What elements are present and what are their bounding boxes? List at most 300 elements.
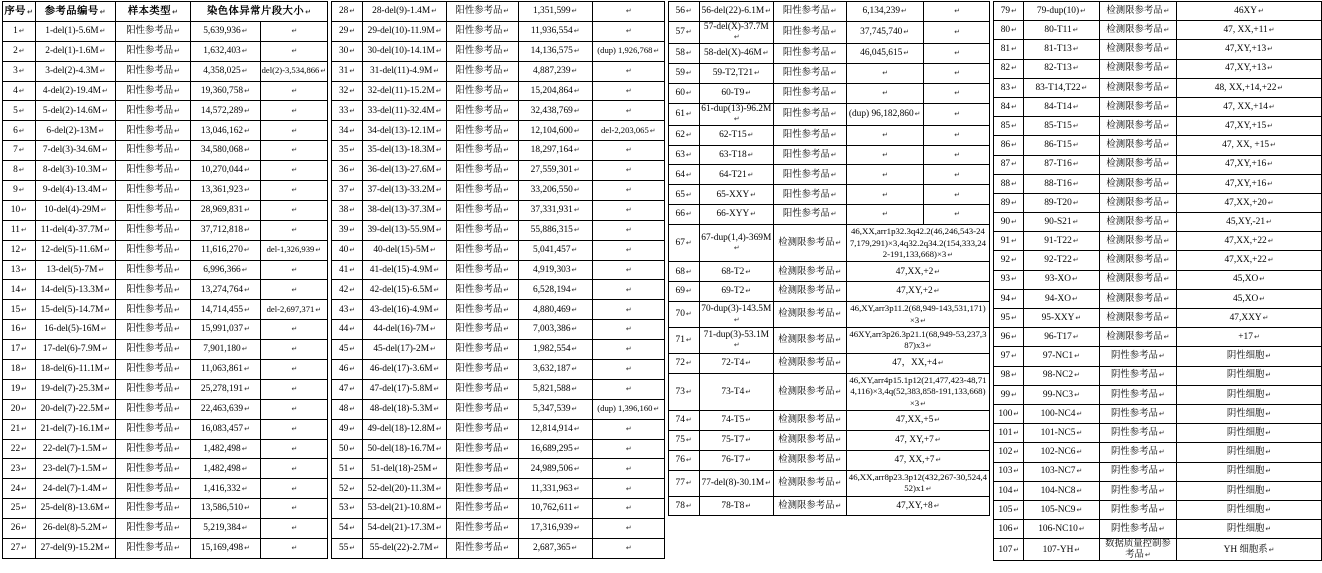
line-break-mark: ↵ (685, 310, 692, 319)
line-break-mark: ↵ (1074, 545, 1081, 554)
line-break-mark: ↵ (1163, 256, 1170, 265)
line-break-mark: ↵ (830, 150, 837, 159)
line-break-mark: ↵ (503, 305, 510, 314)
line-break-mark: ↵ (1268, 26, 1275, 35)
line-break-mark: ↵ (573, 225, 580, 234)
table-row (994, 193, 1322, 212)
table-row (668, 185, 990, 205)
cell-size-primary: 47, XX,+11↵ (1177, 21, 1322, 40)
line-break-mark: ↵ (349, 285, 356, 294)
line-break-mark: ↵ (291, 225, 298, 234)
cell-sample-type: 阳性参考品↵ (115, 320, 190, 340)
cell-sample-type: 阳性参考品↵ (774, 21, 846, 43)
line-break-mark: ↵ (101, 186, 108, 195)
cell-size-secondary (260, 419, 328, 439)
line-break-mark: ↵ (1163, 64, 1170, 73)
cell-size-secondary (260, 539, 328, 559)
table-row (668, 21, 990, 43)
cell-sample-id: 65-XXY↵ (699, 185, 773, 205)
table-row (994, 117, 1322, 136)
cell-sample-id: 100-NC4↵ (1024, 404, 1099, 423)
cell-size-primary: 15,169,498↵ (191, 539, 260, 559)
cell-size-primary: 55,886,315↵ (518, 220, 592, 240)
line-break-mark: ↵ (1013, 448, 1020, 457)
cell-size-secondary (592, 260, 664, 280)
line-break-mark: ↵ (625, 66, 632, 75)
cell-index: 69↵ (668, 282, 699, 302)
cell-size-secondary (592, 240, 664, 260)
cell-size-secondary (923, 63, 990, 83)
table-row (994, 251, 1322, 270)
cell-size-primary: 19,360,758↵ (191, 81, 260, 101)
line-break-mark: ↵ (435, 86, 442, 95)
line-break-mark: ↵ (503, 166, 510, 175)
cell-size-primary: 11,331,963↵ (518, 479, 592, 499)
line-break-mark: ↵ (174, 345, 180, 354)
cell-size-secondary (260, 141, 328, 161)
table-row (994, 366, 1322, 385)
cell-index: 83↵ (994, 78, 1024, 97)
line-break-mark: ↵ (573, 484, 580, 493)
table-row (668, 282, 990, 302)
cell-size-primary: 48, XX,+14,+22↵ (1177, 78, 1322, 97)
line-break-mark: ↵ (1267, 237, 1274, 246)
line-break-mark: ↵ (685, 7, 692, 16)
line-break-mark: ↵ (241, 524, 248, 533)
table-row (3, 379, 328, 399)
line-break-mark: ↵ (685, 28, 692, 37)
line-break-mark: ↵ (934, 416, 941, 425)
cell-size-secondary (592, 61, 664, 81)
cell-size-secondary (592, 21, 664, 41)
line-break-mark: ↵ (99, 27, 106, 36)
cell-sample-type: 阳性参考品↵ (447, 21, 518, 41)
line-break-mark: ↵ (435, 106, 442, 115)
line-break-mark: ↵ (349, 524, 356, 533)
line-break-mark: ↵ (174, 464, 180, 473)
cell-size-primary: 7,003,386↵ (518, 320, 592, 340)
line-break-mark: ↵ (101, 146, 108, 155)
line-break-mark: ↵ (830, 130, 837, 139)
cell-size-primary: 47,XX,+5↵ (846, 411, 990, 431)
line-break-mark: ↵ (291, 424, 298, 433)
line-break-mark: ↵ (174, 404, 180, 413)
cell-sample-type: 阳性参考品↵ (115, 479, 190, 499)
line-break-mark: ↵ (625, 265, 632, 274)
cell-size-secondary (260, 379, 328, 399)
cell-sample-id: 107-YH↵ (1024, 539, 1099, 561)
cell-index: 74↵ (668, 411, 699, 431)
cell-index: 72↵ (668, 353, 699, 373)
line-break-mark: ↵ (835, 416, 842, 425)
cell-sample-id: 70-dup(3)-143.5M↵ (699, 302, 773, 328)
cell-index: 52↵ (332, 479, 363, 499)
cell-sample-type: 阳性参考品↵ (447, 181, 518, 201)
line-break-mark: ↵ (625, 325, 632, 334)
cell-sample-id: 24-del(7)-1.4M↵ (35, 479, 115, 499)
cell-sample-type: 阴性参考品↵ (1099, 443, 1176, 462)
cell-sample-id: 80-T11↵ (1024, 21, 1099, 40)
line-break-mark: ↵ (1013, 505, 1020, 514)
reference-table-1-body (3, 2, 328, 559)
cell-sample-id: 87-T16↵ (1024, 155, 1099, 174)
cell-index: 23↵ (3, 459, 36, 479)
cell-index: 45↵ (332, 340, 363, 360)
line-break-mark: ↵ (21, 464, 27, 473)
line-break-mark: ↵ (1158, 505, 1165, 514)
line-break-mark: ↵ (1267, 160, 1274, 169)
cell-index: 100↵ (994, 404, 1024, 423)
line-break-mark: ↵ (1072, 141, 1079, 150)
cell-index: 44↵ (332, 320, 363, 340)
column-header-sample-id: 参考品编号↵ (35, 2, 115, 22)
line-break-mark: ↵ (291, 86, 298, 95)
cell-size-secondary (592, 379, 664, 399)
cell-size-primary: 47, XY,+7↵ (846, 430, 990, 450)
cell-size-primary: 33,206,550↵ (518, 181, 592, 201)
cell-sample-type: 阳性参考品↵ (447, 101, 518, 121)
cell-size-secondary: (dup) 1,926,768↵ (592, 41, 664, 61)
line-break-mark: ↵ (1163, 198, 1170, 207)
cell-sample-id: 98-NC2↵ (1024, 366, 1099, 385)
cell-sample-type: 阳性参考品↵ (115, 101, 190, 121)
line-break-mark: ↵ (349, 7, 356, 16)
line-break-mark: ↵ (104, 305, 111, 314)
line-break-mark: ↵ (1013, 428, 1020, 437)
cell-sample-id: 11-del(4)-37.7M↵ (35, 220, 115, 240)
line-break-mark: ↵ (625, 186, 632, 195)
cell-size-primary: 28,969,831↵ (191, 200, 260, 220)
line-break-mark: ↵ (1163, 217, 1170, 226)
cell-size-primary: 13,274,764↵ (191, 280, 260, 300)
line-break-mark: ↵ (685, 109, 692, 118)
line-break-mark: ↵ (625, 424, 632, 433)
cell-index: 89↵ (994, 193, 1024, 212)
cell-sample-type: 阳性参考品↵ (774, 103, 846, 125)
cell-sample-type: 阳性参考品↵ (447, 41, 518, 61)
line-break-mark: ↵ (1163, 83, 1170, 92)
table-row (332, 101, 665, 121)
table-row (994, 539, 1322, 561)
line-break-mark: ↵ (573, 27, 580, 36)
cell-size-primary: 15,204,864↵ (518, 81, 592, 101)
line-break-mark: ↵ (174, 285, 180, 294)
cell-sample-type: 阴性参考品↵ (1099, 424, 1176, 443)
line-break-mark: ↵ (174, 424, 180, 433)
cell-size-primary: 14,572,289↵ (191, 101, 260, 121)
cell-index: 107↵ (994, 539, 1024, 561)
cell-sample-id: 57-del(X)-37.7M↵ (699, 21, 773, 43)
line-break-mark: ↵ (1163, 294, 1170, 303)
table-row (994, 462, 1322, 481)
cell-sample-type: 数据质量控制参考品↵ (1099, 539, 1176, 561)
line-break-mark: ↵ (174, 206, 180, 215)
line-break-mark: ↵ (241, 265, 248, 274)
cell-index: 12↵ (3, 240, 36, 260)
cell-sample-type: 阴性参考品↵ (1099, 404, 1176, 423)
line-break-mark: ↵ (99, 7, 107, 16)
table-row (994, 520, 1322, 539)
line-break-mark: ↵ (433, 305, 440, 314)
cell-index: 9↵ (3, 181, 36, 201)
cell-size-secondary (592, 360, 664, 380)
cell-sample-type: 检测限参考品↵ (774, 430, 846, 450)
line-break-mark: ↵ (18, 146, 25, 155)
table-row (994, 500, 1322, 519)
cell-sample-type: 阳性参考品↵ (447, 539, 518, 559)
cell-sample-id: 45-del(17)-2M↵ (363, 340, 447, 360)
line-break-mark: ↵ (104, 544, 111, 553)
line-break-mark: ↵ (1013, 545, 1020, 554)
table-row (994, 404, 1322, 423)
cell-size-primary: 45,XY,-21↵ (1177, 213, 1322, 232)
cell-size-primary: 阴性细胞↵ (1177, 347, 1322, 366)
cell-index: 95↵ (994, 309, 1024, 328)
cell-size-primary: 阴性细胞↵ (1177, 385, 1322, 404)
line-break-mark: ↵ (765, 478, 772, 487)
line-break-mark: ↵ (745, 501, 752, 510)
line-break-mark: ↵ (685, 239, 692, 247)
cell-size-primary: 47,XY,+13↵ (1177, 40, 1322, 59)
cell-sample-type: 阳性参考品↵ (115, 499, 190, 519)
line-break-mark: ↵ (243, 365, 250, 374)
cell-sample-type: 检测限参考品↵ (1099, 309, 1176, 328)
cell-size-secondary (923, 165, 990, 185)
line-break-mark: ↵ (1267, 64, 1274, 73)
cell-size-primary: 46XY,arr3p26.3p21.1(68,949-53,237,387)x3↵ (846, 328, 990, 354)
line-break-mark: ↵ (18, 166, 25, 175)
line-break-mark: ↵ (835, 501, 842, 510)
cell-index: 10↵ (3, 200, 36, 220)
table-row (332, 200, 665, 220)
cell-size-primary: 14,714,455↵ (191, 300, 260, 320)
line-break-mark: ↵ (1011, 179, 1017, 188)
line-break-mark: ↵ (244, 86, 250, 95)
line-break-mark: ↵ (1011, 198, 1017, 207)
line-break-mark: ↵ (503, 206, 510, 215)
cell-size-primary: 4,358,025↵ (191, 61, 260, 81)
cell-size-secondary (260, 81, 328, 101)
table-row (332, 360, 665, 380)
cell-sample-id: 64-T21↵ (699, 165, 773, 185)
cell-sample-id: 5-del(2)-14.6M↵ (35, 101, 115, 121)
line-break-mark: ↵ (244, 325, 250, 334)
line-break-mark: ↵ (625, 225, 632, 234)
cell-index: 87↵ (994, 155, 1024, 174)
line-break-mark: ↵ (1011, 160, 1017, 169)
cell-size-primary: 阴性细胞↵ (1177, 520, 1322, 539)
cell-size-secondary (592, 2, 664, 22)
cell-sample-id: 34-del(13)-12.1M↵ (363, 121, 447, 141)
line-break-mark: ↵ (1011, 371, 1017, 380)
cell-sample-type: 阳性参考品↵ (447, 141, 518, 161)
line-break-mark: ↵ (685, 359, 692, 368)
line-break-mark: ↵ (1265, 428, 1272, 437)
table-row (3, 21, 328, 41)
table-row (3, 360, 328, 380)
cell-index: 32↵ (332, 81, 363, 101)
cell-size-secondary (260, 399, 328, 419)
cell-index: 40↵ (332, 240, 363, 260)
cell-size-secondary (923, 2, 990, 22)
line-break-mark: ↵ (1163, 179, 1170, 188)
line-break-mark: ↵ (320, 67, 327, 76)
line-break-mark: ↵ (349, 464, 356, 473)
cell-sample-id: 4-del(2)-19.4M↵ (35, 81, 115, 101)
cell-index: 27↵ (3, 539, 36, 559)
line-break-mark: ↵ (291, 126, 298, 135)
line-break-mark: ↵ (1158, 486, 1165, 495)
table-row (668, 328, 990, 354)
line-break-mark: ↵ (573, 86, 580, 95)
cell-sample-type: 阳性参考品↵ (447, 340, 518, 360)
line-break-mark: ↵ (349, 365, 356, 374)
cell-sample-id: 84-T14↵ (1024, 97, 1099, 116)
line-break-mark: ↵ (21, 325, 27, 334)
cell-size-primary: 37,712,818↵ (191, 220, 260, 240)
cell-size-primary: 4,919,303↵ (518, 260, 592, 280)
cell-sample-type: 阳性参考品↵ (447, 379, 518, 399)
cell-index: 99↵ (994, 385, 1024, 404)
cell-sample-type: 检测限参考品↵ (1099, 328, 1176, 347)
line-break-mark: ↵ (685, 49, 692, 58)
line-break-mark: ↵ (430, 345, 436, 354)
line-break-mark: ↵ (1074, 352, 1080, 361)
line-break-mark: ↵ (1267, 121, 1274, 130)
cell-sample-type: 阳性参考品↵ (115, 81, 190, 101)
line-break-mark: ↵ (174, 524, 180, 533)
table-row (332, 181, 665, 201)
table-row (332, 499, 665, 519)
line-break-mark: ↵ (573, 206, 580, 215)
line-break-mark: ↵ (573, 126, 580, 135)
cell-sample-type: 阴性参考品↵ (1099, 520, 1176, 539)
cell-size-secondary (592, 280, 664, 300)
line-break-mark: ↵ (745, 455, 752, 464)
table-row (994, 328, 1322, 347)
cell-size-secondary (592, 340, 664, 360)
cell-size-primary (846, 145, 923, 165)
line-break-mark: ↵ (244, 166, 250, 175)
table-row (3, 41, 328, 61)
line-break-mark: ↵ (174, 265, 180, 274)
line-break-mark: ↵ (1144, 550, 1151, 559)
table-row (332, 439, 665, 459)
cell-size-secondary: del-2,203,065↵ (592, 121, 664, 141)
line-break-mark: ↵ (20, 225, 27, 234)
line-break-mark: ↵ (503, 325, 510, 334)
line-break-mark: ↵ (100, 325, 107, 334)
cell-size-primary: 37,745,740↵ (846, 21, 923, 43)
line-break-mark: ↵ (685, 387, 692, 396)
line-break-mark: ↵ (349, 106, 356, 115)
table-row (332, 220, 665, 240)
line-break-mark: ↵ (625, 504, 632, 513)
cell-sample-type: 阳性参考品↵ (115, 181, 190, 201)
line-break-mark: ↵ (685, 501, 692, 510)
line-break-mark: ↵ (954, 88, 961, 97)
line-break-mark: ↵ (573, 464, 580, 473)
table-row (668, 353, 990, 373)
line-break-mark: ↵ (241, 345, 248, 354)
cell-size-primary: 12,104,600↵ (518, 121, 592, 141)
cell-index: 63↵ (668, 145, 699, 165)
cell-size-primary: 34,580,068↵ (191, 141, 260, 161)
cell-sample-id: 88-T16↵ (1024, 174, 1099, 193)
line-break-mark: ↵ (21, 345, 27, 354)
line-break-mark: ↵ (830, 190, 837, 199)
line-break-mark: ↵ (174, 444, 180, 453)
cell-sample-type: 阳性参考品↵ (774, 125, 846, 145)
line-break-mark: ↵ (435, 126, 442, 135)
table-row (332, 2, 665, 22)
line-break-mark: ↵ (835, 359, 842, 368)
cell-size-primary: 1,632,403↵ (191, 41, 260, 61)
cell-sample-id: 106-NC10↵ (1024, 520, 1099, 539)
table-row (994, 155, 1322, 174)
cell-size-primary: 37,331,931↵ (518, 200, 592, 220)
cell-sample-id: 19-del(7)-25.3M↵ (35, 379, 115, 399)
line-break-mark: ↵ (241, 464, 248, 473)
cell-sample-id: 18-del(6)-11.1M↵ (35, 360, 115, 380)
cell-sample-id: 93-XO↵ (1024, 270, 1099, 289)
cell-index: 80↵ (994, 21, 1024, 40)
cell-index: 65↵ (668, 185, 699, 205)
table-row (668, 430, 990, 450)
cell-size-primary (846, 185, 923, 205)
cell-size-primary: 46,045,615↵ (846, 43, 923, 63)
line-break-mark: ↵ (571, 66, 578, 75)
line-break-mark: ↵ (1163, 275, 1170, 284)
cell-size-secondary (923, 125, 990, 145)
line-break-mark: ↵ (433, 66, 440, 75)
cell-sample-id: 44-del(16)-7M↵ (363, 320, 447, 340)
cell-sample-id: 47-del(17)-5.8M↵ (363, 379, 447, 399)
cell-index: 93↵ (994, 270, 1024, 289)
cell-size-primary: 5,821,588↵ (518, 379, 592, 399)
line-break-mark: ↵ (1265, 409, 1272, 418)
cell-sample-id: 25-del(8)-13.6M↵ (35, 499, 115, 519)
table-row (332, 121, 665, 141)
line-break-mark: ↵ (571, 285, 578, 294)
cell-sample-type: 阳性参考品↵ (447, 459, 518, 479)
table-row (332, 419, 665, 439)
line-break-mark: ↵ (244, 424, 250, 433)
line-break-mark: ↵ (1011, 275, 1017, 284)
table-row (3, 220, 328, 240)
line-break-mark: ↵ (934, 436, 941, 445)
cell-sample-id: 3-del(2)-4.3M↵ (35, 61, 115, 81)
cell-index: 48↵ (332, 399, 363, 419)
line-break-mark: ↵ (625, 7, 632, 16)
cell-sample-type: 阳性参考品↵ (447, 320, 518, 340)
cell-size-secondary (260, 280, 328, 300)
cell-sample-type: 阳性参考品↵ (115, 379, 190, 399)
cell-sample-id: 40-del(15)-5M↵ (363, 240, 447, 260)
line-break-mark: ↵ (241, 66, 248, 75)
cell-sample-id: 95-XXY↵ (1024, 309, 1099, 328)
cell-sample-type: 检测限参考品↵ (774, 470, 846, 496)
line-break-mark: ↵ (99, 46, 106, 55)
cell-sample-id: 39-del(13)-55.9M↵ (363, 220, 447, 240)
line-break-mark: ↵ (503, 424, 510, 433)
line-break-mark: ↵ (349, 484, 356, 493)
table-row (332, 459, 665, 479)
line-break-mark: ↵ (315, 246, 322, 255)
line-break-mark: ↵ (625, 464, 632, 473)
line-break-mark: ↵ (18, 186, 25, 195)
table-row (332, 519, 665, 539)
